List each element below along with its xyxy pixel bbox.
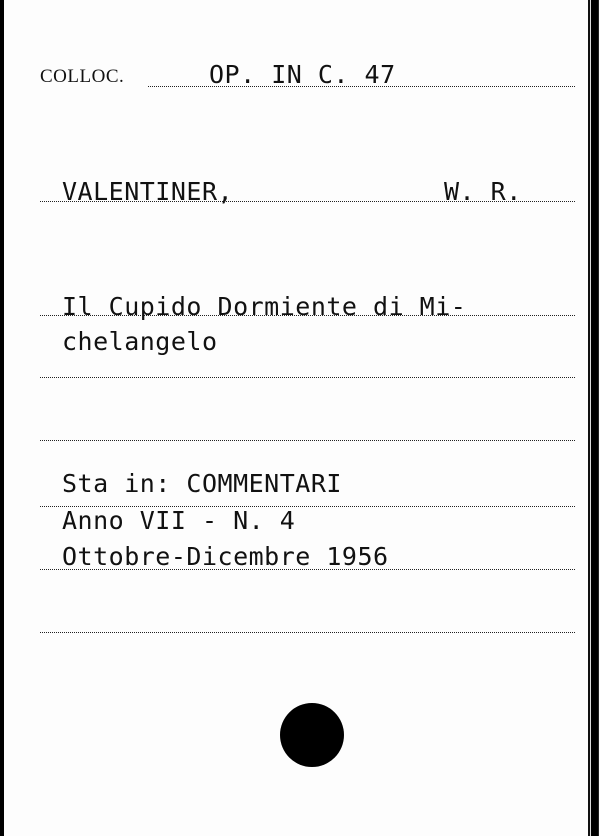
dotted-line-blank-1 <box>40 377 575 378</box>
dotted-line-bottom <box>40 632 575 633</box>
author-initials: W. R. <box>444 177 522 206</box>
catalog-card <box>4 0 590 836</box>
source-line-2: Anno VII - N. 4 <box>62 506 296 535</box>
card-edge-line <box>590 0 591 836</box>
title-line-2: chelangelo <box>62 327 218 356</box>
dotted-line-blank-2 <box>40 440 575 441</box>
dotted-line-author <box>40 201 575 202</box>
card-edge-strip <box>598 0 605 836</box>
dotted-line-title <box>40 315 575 316</box>
colloc-label: COLLOC. <box>40 66 125 87</box>
shelfmark: OP. IN C. 47 <box>209 60 396 89</box>
source-line-1: Sta in: COMMENTARI <box>62 469 342 498</box>
author-surname: VALENTINER, <box>62 177 234 206</box>
dotted-line-source-3 <box>40 569 575 570</box>
punch-hole <box>280 703 344 767</box>
dotted-line-colloc <box>148 86 575 87</box>
source-line-3: Ottobre-Dicembre 1956 <box>62 542 389 571</box>
title-line-1: Il Cupido Dormiente di Mi- <box>62 292 467 321</box>
